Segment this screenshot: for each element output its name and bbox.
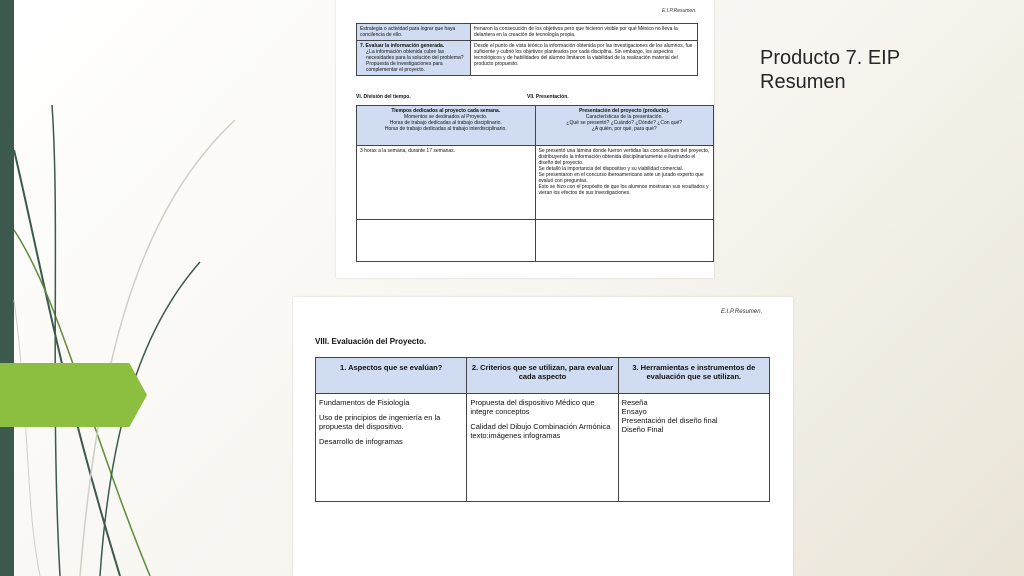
leaf-stroke-4 — [80, 120, 235, 576]
column-header-tools: 3. Herramientas e instrumentos de evaluación que se utilizan. — [618, 358, 769, 394]
presentation-body-l3: Se presentaron en el concurso iberoamericano ante un jurado experto que evaluó con preguntas. — [538, 172, 704, 184]
presentation-body-l2: Se detalló la importancia del dispositivo y su viabilidad comercial. — [538, 166, 684, 172]
doc2-header: E.I.P.Resumen. — [721, 309, 763, 315]
section-evaluation: VIII. Evaluación del Proyecto. — [315, 337, 427, 346]
time-head-cell — [357, 106, 536, 146]
tools-cell — [618, 394, 769, 502]
evaluate-info-q1: ¿La información obtenida cubre las necesidades para la solución del problema? — [366, 49, 464, 61]
doc1-header: E.I.P.Resumen. — [662, 8, 697, 14]
evaluation-table — [315, 357, 770, 502]
evaluate-info-result-cell: Desde el punto de vista teórico la información obtenida por las investigaciones de los alumnos, fue suficiente y cubrió los objetivos planteados por cada disciplina. Sin embargo, los aspectos tecnológicos y de habilidades del alumno limitaron la viabilidad de la realización material del producto propuesto. — [471, 41, 698, 76]
tools-l1: Reseña — [621, 398, 648, 407]
table-row — [357, 41, 698, 76]
aspects-l1: Fundamentos de Fisiología — [319, 398, 410, 407]
time-head-l1: Momentos se destinados al Proyecto. — [404, 114, 488, 120]
table-row — [316, 394, 770, 502]
time-body-cell: 3 horas a la semana, durante 17 semanas. — [357, 146, 536, 220]
time-presentation-table — [356, 105, 714, 262]
time-head-l2: Horas de trabajo dedicadas al trabajo disciplinario. — [389, 120, 502, 126]
column-header-criteria: 2. Criterios que se utilizan, para evaluar cada aspecto — [467, 358, 618, 394]
table-row — [357, 220, 714, 262]
criteria-l2: Calidad del Dibujo Combinación Armónica texto:imágenes infogramas — [470, 422, 611, 440]
table-row — [357, 106, 714, 146]
aspects-l3: Desarrollo de infogramas — [319, 437, 403, 446]
evaluate-info-q2: Propuesta de investigaciones para complementar el proyecto. — [366, 61, 443, 73]
evaluate-info-title: 7. Evaluar la información generada. — [360, 43, 445, 49]
criteria-cell — [467, 394, 618, 502]
presentation-head-title: Presentación del proyecto (producto). — [579, 108, 670, 114]
section-time-division: VI. División del tiempo. — [356, 94, 411, 100]
slide-title-line1: Producto 7. EIP — [760, 47, 901, 69]
document-page-1 — [336, 0, 714, 278]
table-row — [357, 24, 698, 41]
empty-cell — [535, 220, 714, 262]
strategy-cell: Estrategia o actividad para lograr que haya concilencia de ello. — [357, 24, 471, 41]
strategy-table — [356, 23, 698, 76]
presentation-body-cell — [535, 146, 714, 220]
presentation-body-l4: Esto se hizo con el propósito de que los alumnos mostraran sus resultados y vieran los efectos de sus investigaciones. — [538, 184, 709, 196]
empty-cell — [357, 220, 536, 262]
presentation-body-l1: Se presentó una lámina donde fueron vertidas las conclusiones del proyecto, distribuyendo la información obtenida disciplinariamente e ilustrando el diseño del proyecto. — [538, 148, 710, 166]
slide-title-line2: Resumen — [760, 71, 846, 93]
strategy-result-cell: frenaron la consecución de los objetivos pero que hicieron visible por qué México no lleva la delantera en la creación de tecnología propia. — [471, 24, 698, 41]
aspects-l2: Uso de principios de ingeniería en la propuesta del dispositivo. — [319, 413, 441, 431]
evaluate-info-cell — [357, 41, 471, 76]
green-arrow-shape — [0, 363, 147, 427]
leaf-stroke-6 — [14, 300, 40, 576]
section-presentation: VII. Presentación. — [527, 94, 569, 100]
tools-l4: Diseño Final — [621, 425, 664, 434]
time-head-title: Tiempos dedicados al proyecto cada semana. — [391, 108, 501, 114]
table-row — [316, 358, 770, 394]
document-page-2 — [293, 297, 793, 576]
presentation-head-cell — [535, 106, 714, 146]
tools-l2: Ensayo — [621, 407, 647, 416]
time-head-l3: Horas de trabajo dedicadas al trabajo interdisciplinario. — [384, 126, 507, 132]
presentation-head-l3: ¿A quién, por qué, para qué? — [591, 126, 657, 132]
presentation-head-l1: Características de la presentación. — [585, 114, 663, 120]
decorative-leaves — [0, 0, 300, 576]
table-row — [357, 146, 714, 220]
slide-title — [760, 46, 900, 94]
criteria-l1: Propuesta del dispositivo Médico que integre conceptos — [470, 398, 595, 416]
presentation-head-l2: ¿Qué se presentó? ¿Cuándo? ¿Dónde? ¿Con qué? — [566, 120, 683, 126]
column-header-aspects: 1. Aspectos que se evalúan? — [316, 358, 467, 394]
tools-l3: Presentación del diseño final — [621, 416, 718, 425]
aspects-cell — [316, 394, 467, 502]
